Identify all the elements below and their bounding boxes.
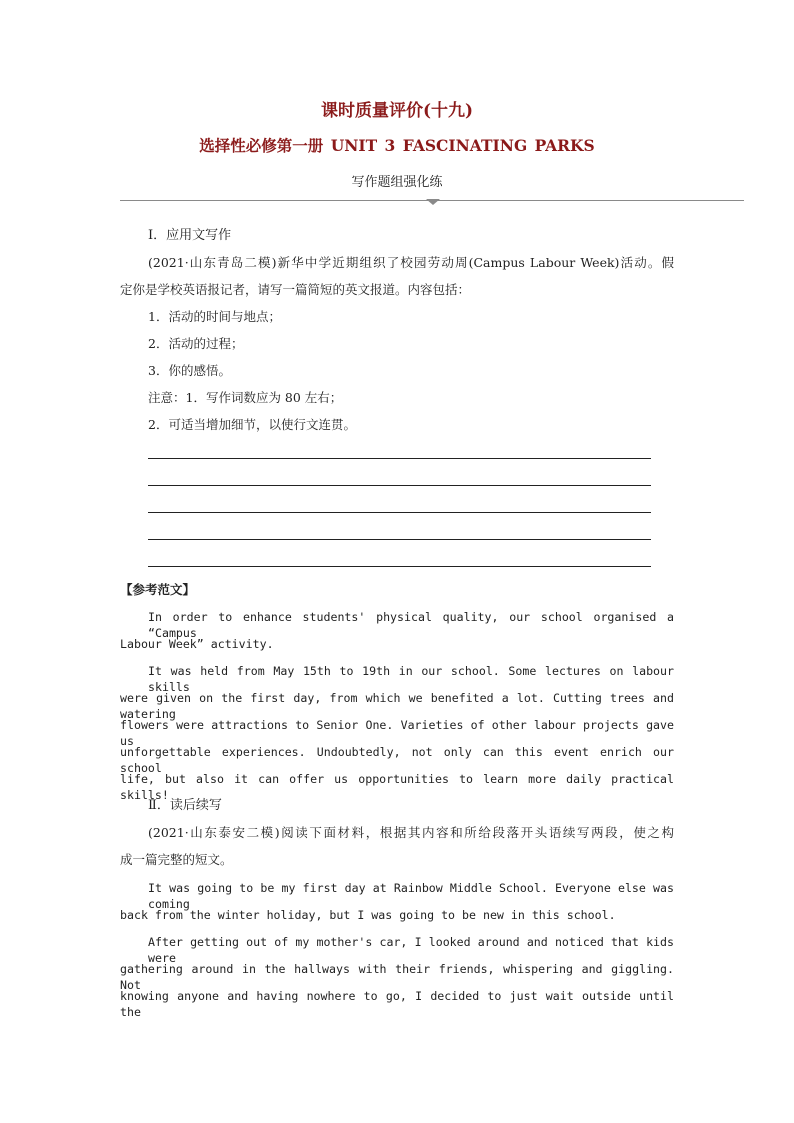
sample-line-2: Labour Week” activity. (120, 637, 274, 651)
story-line-1: It was going to be my first day at Rainbow Middle School. Everyone else was coming (148, 881, 674, 911)
story-line-2: back from the winter holiday, but I was going to be new in this school. (120, 908, 616, 922)
page-title: 课时质量评价(十九) (320, 101, 474, 121)
part1-note-1: 注意：1．写作词数应为 80 左右； (148, 390, 343, 405)
story-line-3: After getting out of my mother's car, I looked around and noticed that kids were (148, 935, 674, 965)
part2-heading: Ⅱ．读后续写 (148, 798, 222, 813)
writing-line-2[interactable] (148, 485, 651, 486)
writing-line-4[interactable] (148, 539, 651, 540)
story-line-4: gathering around in the hallways with their friends, whispering and giggling. Not (120, 962, 674, 992)
sample-line-3: It was held from May 15th to 19th in our school. Some lectures on labour skills (148, 664, 674, 694)
part1-item-1: 1．活动的时间与地点； (148, 309, 281, 324)
writing-line-5[interactable] (148, 566, 651, 567)
part1-prompt-line-2: 定你是学校英语报记者，请写一篇简短的英文报道。内容包括： (120, 282, 471, 297)
section-label: 写作题组强化练 (351, 175, 443, 190)
sample-line-4: were given on the first day, from which we benefited a lot. Cutting trees and watering (120, 691, 674, 721)
sample-line-1: In order to enhance students' physical quality, our school organised a “Campus (148, 610, 674, 640)
sample-line-6: unforgettable experiences. Undoubtedly, not only can this event enrich our school (120, 745, 674, 775)
part1-item-2: 2．活动的过程； (148, 336, 244, 351)
sample-line-5: flowers were attractions to Senior One. Varieties of other labour projects gave us (120, 718, 674, 748)
part1-heading: Ⅰ．应用文写作 (148, 228, 232, 243)
part1-item-3: 3．你的感悟。 (148, 363, 231, 378)
sample-heading: 【参考范文】 (120, 582, 196, 597)
story-line-5: knowing anyone and having nowhere to go, I decided to just wait outside until the (120, 989, 674, 1019)
part2-prompt-line-2: 成一篇完整的短文。 (120, 852, 233, 867)
divider-notch (426, 199, 440, 205)
part2-prompt-line-1: (2021·山东泰安二模)阅读下面材料，根据其内容和所给段落开头语续写两段，使之构 (148, 825, 674, 840)
page-subtitle: 选择性必修第一册 UNIT 3 FASCINATING PARKS (199, 136, 595, 155)
sample-line-7: life, but also it can offer us opportunities to learn more daily practical skills! (120, 772, 674, 802)
writing-line-3[interactable] (148, 512, 651, 513)
part1-note-2: 2．可适当增加细节，以使行文连贯。 (148, 417, 356, 432)
part1-prompt-line-1: (2021·山东青岛二模)新华中学近期组织了校园劳动周(Campus Labour Week)活动。假 (148, 255, 674, 270)
writing-line-1[interactable] (148, 458, 651, 459)
